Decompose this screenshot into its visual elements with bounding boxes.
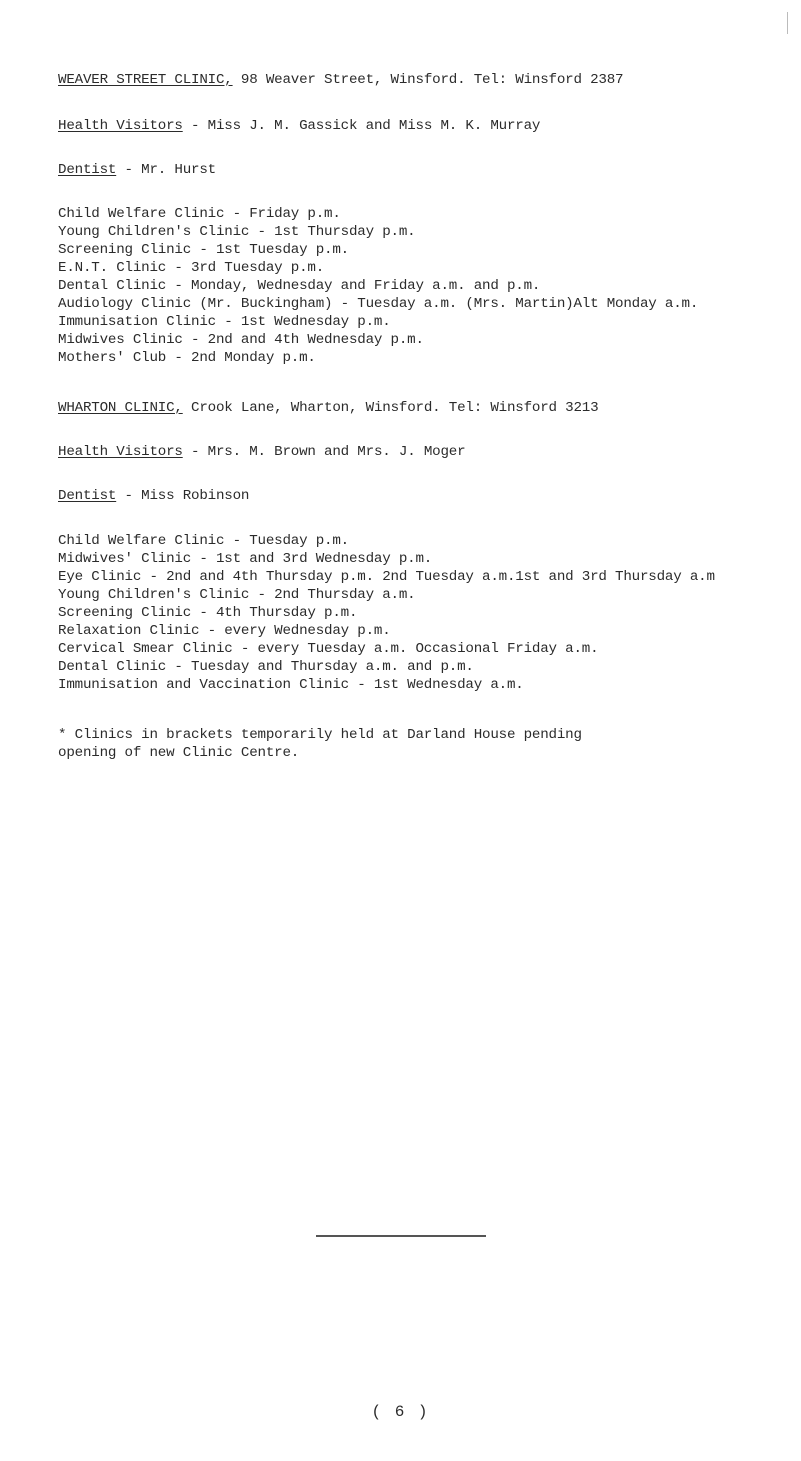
- wharton-clinic-item: Dental Clinic - Tuesday and Thursday a.m. and p.m.: [58, 659, 474, 675]
- wharton-clinic-name: WHARTON CLINIC,: [58, 400, 183, 416]
- wharton-dentist-label: Dentist: [58, 488, 117, 504]
- weaver-clinic-item: Young Children's Clinic - 1st Thursday p.m.: [58, 224, 416, 240]
- weaver-clinic-item: E.N.T. Clinic - 3rd Tuesday p.m.: [58, 260, 325, 276]
- wharton-clinic-item: Relaxation Clinic - every Wednesday p.m.: [58, 623, 391, 639]
- page-number: ( 6 ): [371, 1403, 430, 1421]
- weaver-clinic-item: Midwives Clinic - 2nd and 4th Wednesday p.m.: [58, 332, 424, 348]
- weaver-clinic-item: Child Welfare Clinic - Friday p.m.: [58, 206, 341, 222]
- weaver-dentist-name: - Mr. Hurst: [116, 162, 216, 178]
- wharton-health-visitors: [58, 443, 465, 461]
- weaver-clinic-item: Dental Clinic - Monday, Wednesday and Friday a.m. and p.m.: [58, 278, 541, 294]
- wharton-clinic-item: Child Welfare Clinic - Tuesday p.m.: [58, 533, 349, 549]
- wharton-health-visitors-names: - Mrs. M. Brown and Mrs. J. Moger: [182, 444, 466, 460]
- wharton-clinic-item: Immunisation and Vaccination Clinic - 1st Wednesday a.m.: [58, 677, 524, 693]
- weaver-clinic-item: Immunisation Clinic - 1st Wednesday p.m.: [58, 314, 391, 330]
- closing-rule: [316, 1235, 486, 1237]
- weaver-clinic-name: WEAVER STREET CLINIC,: [58, 72, 233, 88]
- weaver-clinic-item: Screening Clinic - 1st Tuesday p.m.: [58, 242, 349, 258]
- footnote-line: opening of new Clinic Centre.: [58, 745, 300, 761]
- weaver-clinic-item: Audiology Clinic (Mr. Buckingham) - Tuesday a.m. (Mrs. Martin)Alt Monday a.m.: [58, 296, 699, 312]
- wharton-clinic-item: Cervical Smear Clinic - every Tuesday a.m. Occasional Friday a.m.: [58, 641, 599, 657]
- weaver-dentist-label: Dentist: [58, 162, 117, 178]
- weaver-health-visitors-names: - Miss J. M. Gassick and Miss M. K. Murray: [182, 118, 541, 134]
- wharton-clinic-item: Screening Clinic - 4th Thursday p.m.: [58, 605, 358, 621]
- weaver-health-visitors-label: Health Visitors: [58, 118, 183, 134]
- wharton-clinic-item: Midwives' Clinic - 1st and 3rd Wednesday p.m.: [58, 551, 433, 567]
- weaver-clinic-heading: [58, 71, 623, 89]
- footnote-line: * Clinics in brackets temporarily held at Darland House pending: [58, 727, 582, 743]
- wharton-clinic-heading: [58, 399, 598, 417]
- wharton-clinic-item: Young Children's Clinic - 2nd Thursday a.m.: [58, 587, 416, 603]
- weaver-clinic-item: Mothers' Club - 2nd Monday p.m.: [58, 350, 316, 366]
- wharton-dentist-name: - Miss Robinson: [116, 488, 250, 504]
- wharton-clinic-item: Eye Clinic - 2nd and 4th Thursday p.m. 2nd Tuesday a.m.1st and 3rd Thursday a.m: [58, 569, 715, 585]
- wharton-dentist: [58, 487, 249, 505]
- weaver-health-visitors: [58, 117, 540, 135]
- wharton-clinic-address: Crook Lane, Wharton, Winsford. Tel: Winsford 3213: [182, 400, 599, 416]
- weaver-dentist: [58, 161, 216, 179]
- weaver-clinic-address: 98 Weaver Street, Winsford. Tel: Winsford 2387: [232, 72, 624, 88]
- wharton-health-visitors-label: Health Visitors: [58, 444, 183, 460]
- scan-edge-mark: [787, 12, 788, 34]
